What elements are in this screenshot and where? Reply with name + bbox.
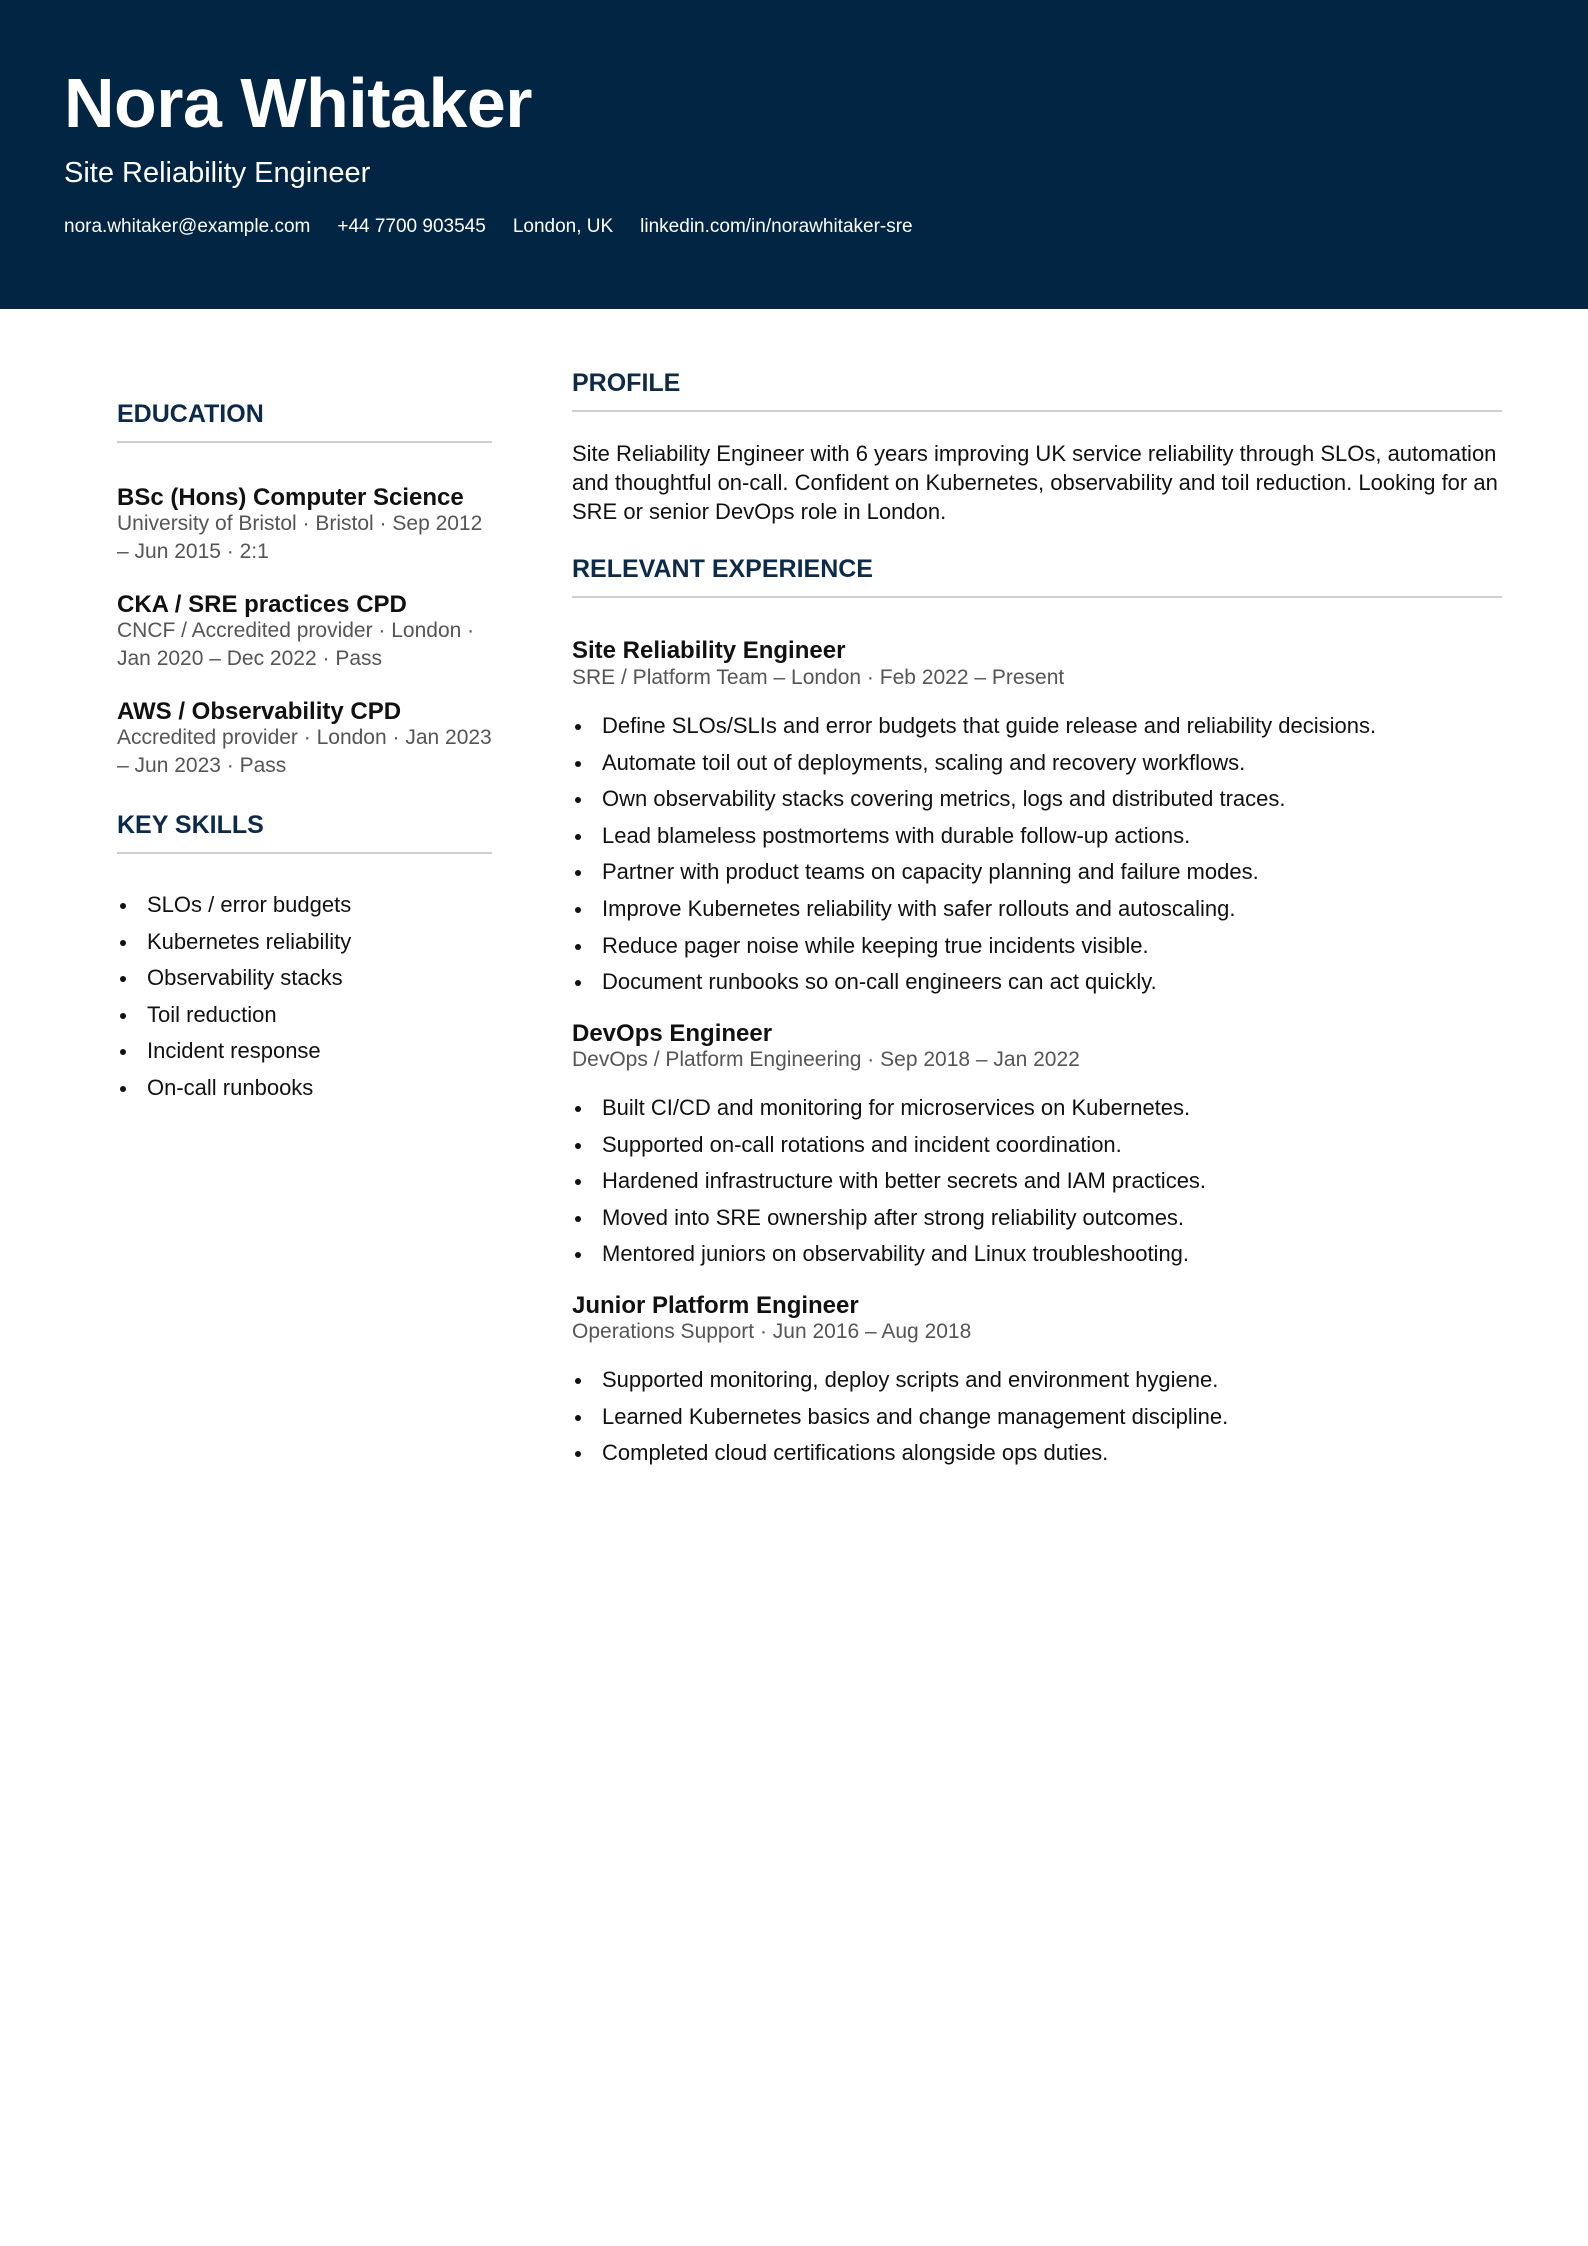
profile-divider (572, 410, 1502, 412)
job-bullet: Learned Kubernetes basics and change management discipline. (572, 1399, 1228, 1436)
skills-divider (117, 852, 492, 854)
job-bullet: Mentored juniors on observability and Linux troubleshooting. (572, 1236, 1206, 1273)
education-divider (117, 441, 492, 443)
education-degree: AWS / Observability CPD (117, 698, 402, 725)
job-bullet: Moved into SRE ownership after strong reliability outcomes. (572, 1200, 1206, 1237)
candidate-title: Site Reliability Engineer (64, 157, 371, 189)
job-meta: Operations Support · Jun 2016 – Aug 2018 (572, 1320, 972, 1343)
experience-divider (572, 596, 1502, 598)
education-details: CNCF / Accredited provider · London · Jan 2020 – Dec 2022 · Pass (117, 619, 475, 670)
skill-item: Observability stacks (117, 960, 351, 997)
contact-linkedin[interactable]: linkedin.com/in/norawhitaker-sre (640, 216, 913, 237)
resume-header (0, 0, 1588, 309)
education-details: Accredited provider · London · Jan 2023 – Jun 2023 · Pass (117, 726, 492, 777)
job-bullets (572, 708, 1376, 1001)
contact-phone[interactable]: +44 7700 903545 (337, 216, 486, 237)
job-bullet: Supported on-call rotations and incident coordination. (572, 1127, 1206, 1164)
job-meta: SRE / Platform Team – London · Feb 2022 – Present (572, 666, 1065, 689)
skill-item: Incident response (117, 1033, 351, 1070)
contact-email[interactable]: nora.whitaker@example.com (64, 216, 311, 237)
job-bullet: Define SLOs/SLIs and error budgets that guide release and reliability decisions. (572, 708, 1376, 745)
education-degree: BSc (Hons) Computer Science (117, 484, 464, 511)
job-bullet: Supported monitoring, deploy scripts and environment hygiene. (572, 1362, 1228, 1399)
job-bullet: Partner with product teams on capacity planning and failure modes. (572, 854, 1376, 891)
profile-summary: Site Reliability Engineer with 6 years improving UK service reliability through SLOs, automation and thoughtful on-call. Confident on Kubernetes, observability and toil reduction. Looking for an SRE or senior DevOps role in London. (572, 441, 1498, 524)
job-bullets (572, 1362, 1228, 1472)
job-bullet: Lead blameless postmortems with durable follow-up actions. (572, 818, 1376, 855)
job-bullet: Improve Kubernetes reliability with safer rollouts and autoscaling. (572, 891, 1376, 928)
skill-item: Kubernetes reliability (117, 924, 351, 961)
education-details: University of Bristol · Bristol · Sep 2012 – Jun 2015 · 2:1 (117, 512, 483, 563)
contact-bar (64, 214, 940, 240)
education-degree: CKA / SRE practices CPD (117, 591, 407, 618)
skill-item: Toil reduction (117, 997, 351, 1034)
job-bullet: Completed cloud certifications alongside ops duties. (572, 1435, 1228, 1472)
contact-location: London, UK (512, 216, 614, 237)
job-bullet: Automate toil out of deployments, scaling and recovery workflows. (572, 745, 1376, 782)
job-meta: DevOps / Platform Engineering · Sep 2018 – Jan 2022 (572, 1048, 1080, 1071)
job-bullet: Document runbooks so on-call engineers can act quickly. (572, 964, 1376, 1001)
job-bullet: Own observability stacks covering metrics, logs and distributed traces. (572, 781, 1376, 818)
skills-list (117, 887, 351, 1107)
job-bullet: Hardened infrastructure with better secrets and IAM practices. (572, 1163, 1206, 1200)
job-role: DevOps Engineer (572, 1020, 773, 1047)
job-bullet: Reduce pager noise while keeping true incidents visible. (572, 928, 1376, 965)
experience-heading: RELEVANT EXPERIENCE (572, 555, 873, 583)
skills-heading: KEY SKILLS (117, 811, 264, 839)
job-bullet: Built CI/CD and monitoring for microservices on Kubernetes. (572, 1090, 1206, 1127)
job-role: Junior Platform Engineer (572, 1292, 859, 1319)
candidate-name: Nora Whitaker (64, 64, 533, 142)
profile-heading: PROFILE (572, 369, 681, 397)
education-heading: EDUCATION (117, 400, 264, 428)
job-bullets (572, 1090, 1206, 1273)
skill-item: On-call runbooks (117, 1070, 351, 1107)
skill-item: SLOs / error budgets (117, 887, 351, 924)
job-role: Site Reliability Engineer (572, 637, 846, 664)
